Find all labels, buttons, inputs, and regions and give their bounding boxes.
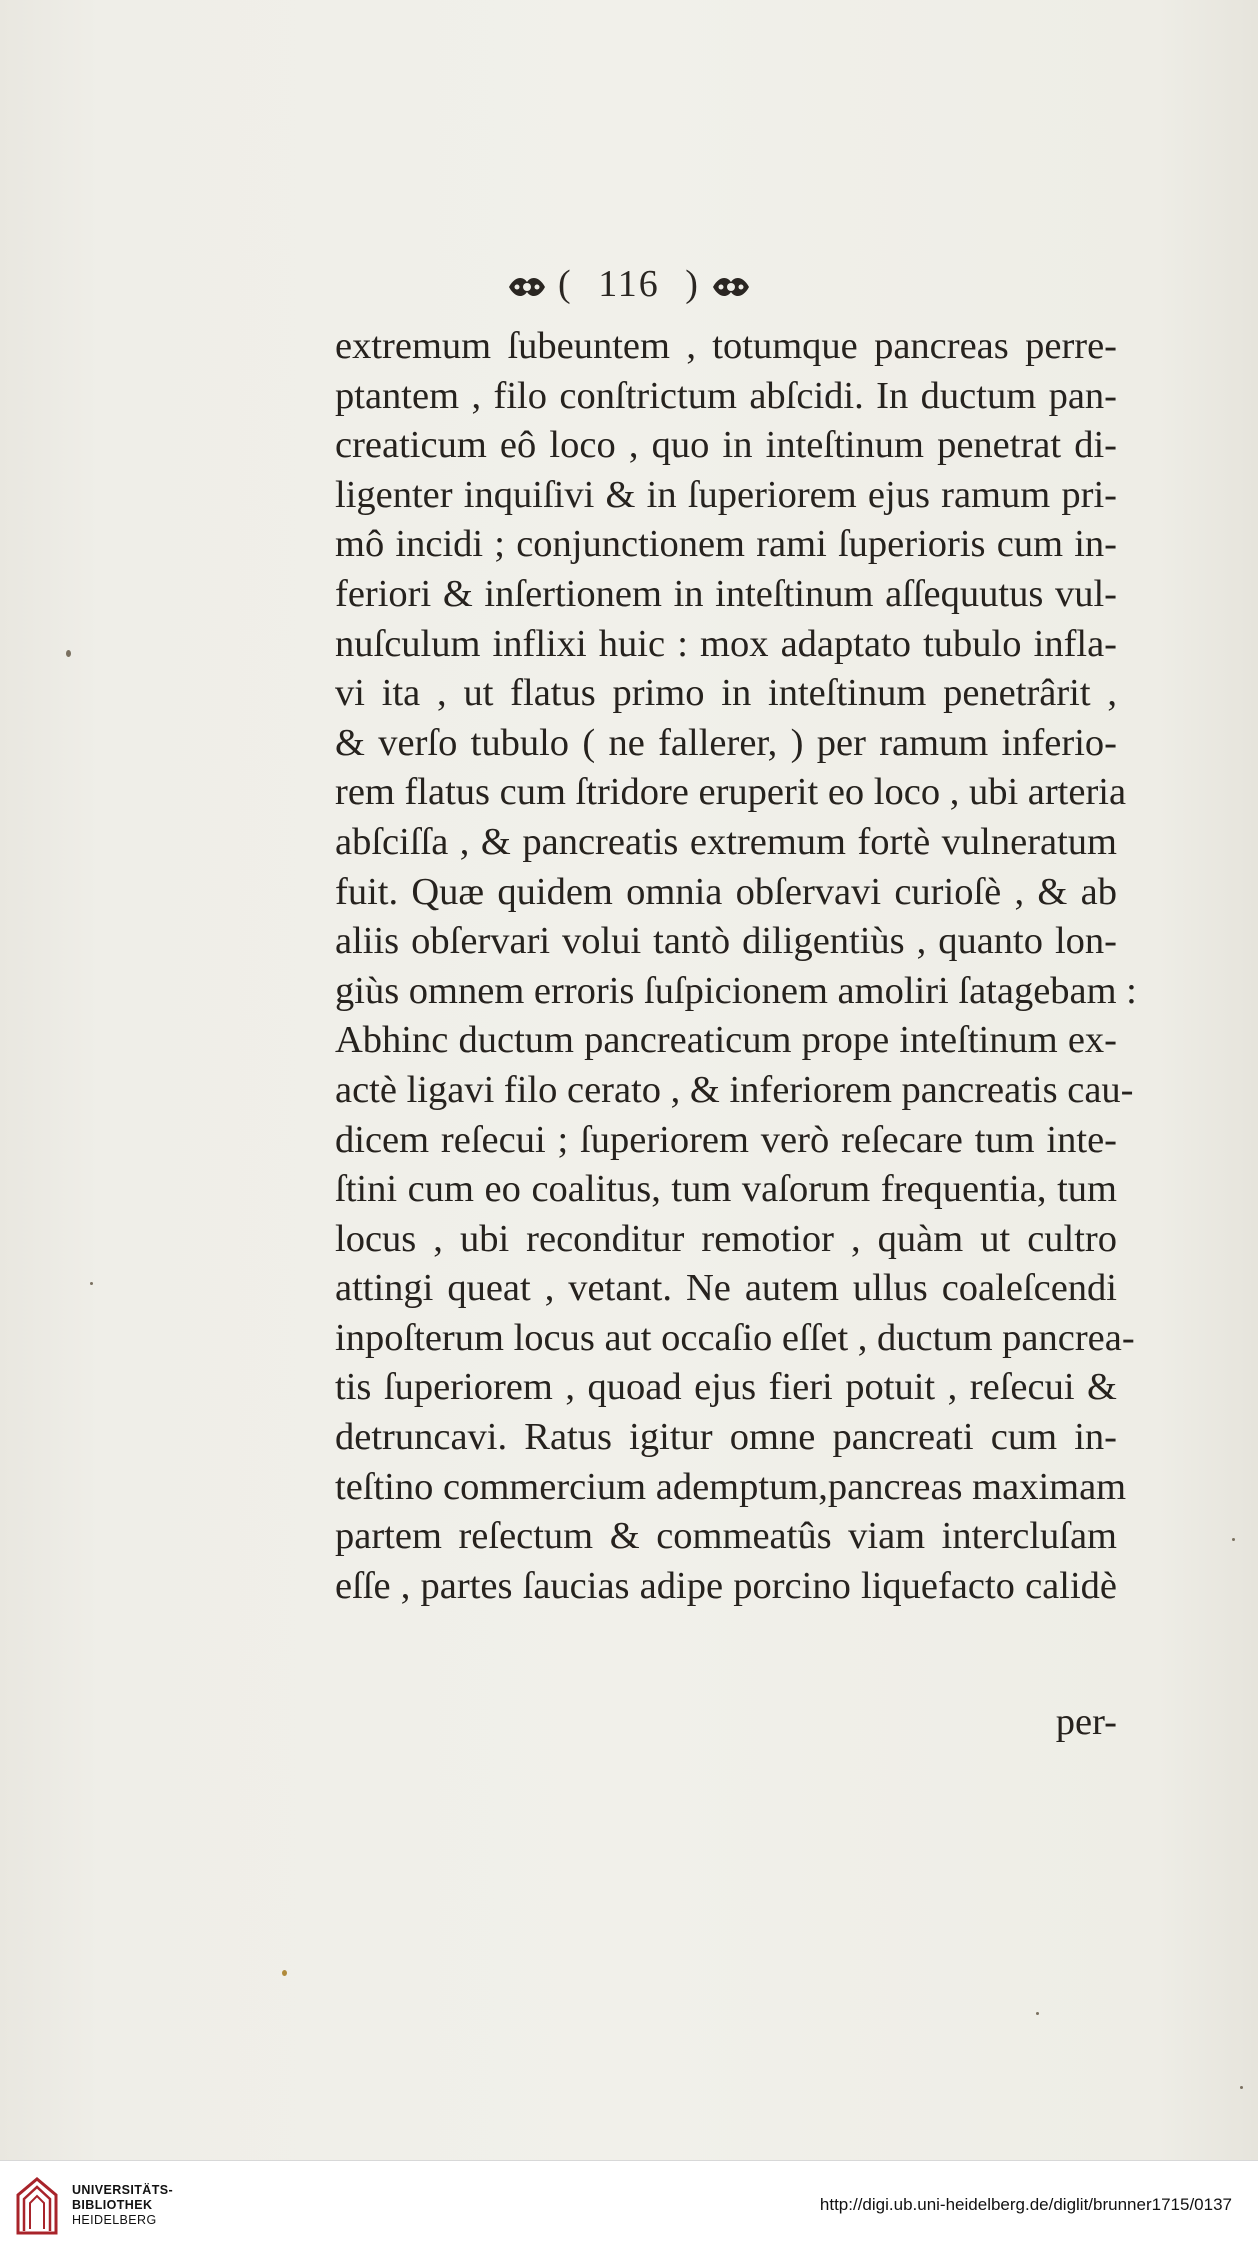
text-line: ligenter inquiſivi & in ſuperiorem ejus ramum pri- <box>335 473 1117 516</box>
text-line: locus , ubi reconditur remotior , quàm ut cultro <box>335 1217 1117 1260</box>
viewer-footer <box>0 2160 1258 2253</box>
text-line: attingi queat , vetant. Ne autem ullus coaleſcendi <box>335 1267 1117 1310</box>
text-line: vi ita , ut flatus primo in inteſtinum penetrârit , <box>335 672 1117 715</box>
text-line: mô incidi ; conjunctionem rami ſuperioris cum in- <box>335 523 1117 566</box>
text-line: & verſo tubulo ( ne fallerer, ) per ramum inferio- <box>335 721 1117 764</box>
catchword: per- <box>1055 1701 1117 1743</box>
header-close-paren: ) <box>685 263 700 305</box>
text-line: inpoſterum locus aut occaſio eſſet , ductum pancrea- <box>335 1316 1135 1359</box>
text-line: ptantem , filo conſtrictum abſcidi. In ductum pan- <box>335 374 1117 417</box>
paper-speck <box>282 1970 287 1976</box>
text-line: teſtino commercium ademptum,pancreas maximam <box>335 1465 1127 1508</box>
institution-name <box>72 2183 173 2228</box>
text-line: extremum ſubeuntem , totumque pancreas perre- <box>335 325 1117 367</box>
institution-line-1: UNIVERSITÄTS- <box>72 2183 174 2197</box>
text-line: ſtini cum eo coalitus, tum vaſorum frequentia, tum <box>335 1168 1117 1211</box>
paper-speck <box>66 650 71 657</box>
header-open-paren: ( <box>558 263 573 305</box>
right-ornament-icon <box>711 270 751 304</box>
text-line: dicem reſecui ; ſuperiorem verò reſecare tum inte- <box>335 1118 1117 1161</box>
text-line: fuit. Quæ quidem omnia obſervavi curioſè , & ab <box>335 870 1117 913</box>
paper-speck <box>90 1282 93 1285</box>
text-line: aliis obſervari volui tantò diligentiùs , quanto lon- <box>335 920 1117 963</box>
text-line: Abhinc ductum pancreaticum prope inteſtinum ex- <box>335 1019 1117 1062</box>
left-ornament-icon <box>507 270 547 304</box>
paper-speck <box>1036 2012 1039 2015</box>
text-line: eſſe , partes ſaucias adipe porcino liquefacto calidè <box>335 1564 1117 1607</box>
page-number: 116 <box>598 263 660 305</box>
text-line: creaticum eô loco , quo in inteſtinum penetrat di- <box>335 424 1117 467</box>
text-line: detruncavi. Ratus igitur omne pancreati cum in- <box>335 1416 1117 1459</box>
page-header <box>0 262 1258 306</box>
text-line: tis ſuperiorem , quoad ejus fieri potuit , reſecui & <box>335 1366 1117 1409</box>
university-library-logo-icon <box>14 2175 60 2237</box>
paper-speck <box>1240 2086 1243 2089</box>
permalink-url[interactable]: http://digi.ub.uni-heidelberg.de/diglit/brunner1715/0137 <box>819 2195 1232 2214</box>
text-line: feriori & inſertionem in inteſtinum aſſequutus vul- <box>335 572 1117 615</box>
text-line: partem reſectum & commeatûs viam intercluſam <box>335 1515 1117 1558</box>
institution-line-3: HEIDELBERG <box>72 2213 157 2227</box>
text-line: actè ligavi filo cerato , & inferiorem pancreatis cau- <box>335 1068 1134 1111</box>
text-line: rem flatus cum ſtridore eruperit eo loco , ubi arteria <box>335 771 1127 814</box>
institution-line-2: BIBLIOTHEK <box>72 2198 153 2212</box>
paper-speck <box>1232 1538 1235 1541</box>
text-line: nuſculum inflixi huic : mox adaptato tubulo infla- <box>335 622 1117 665</box>
text-line: abſciſſa , & pancreatis extremum fortè vulneratum <box>335 820 1117 863</box>
body-text <box>335 322 1137 1611</box>
text-line: giùs omnem erroris ſuſpicionem amoliri ſatagebam : <box>335 969 1137 1012</box>
